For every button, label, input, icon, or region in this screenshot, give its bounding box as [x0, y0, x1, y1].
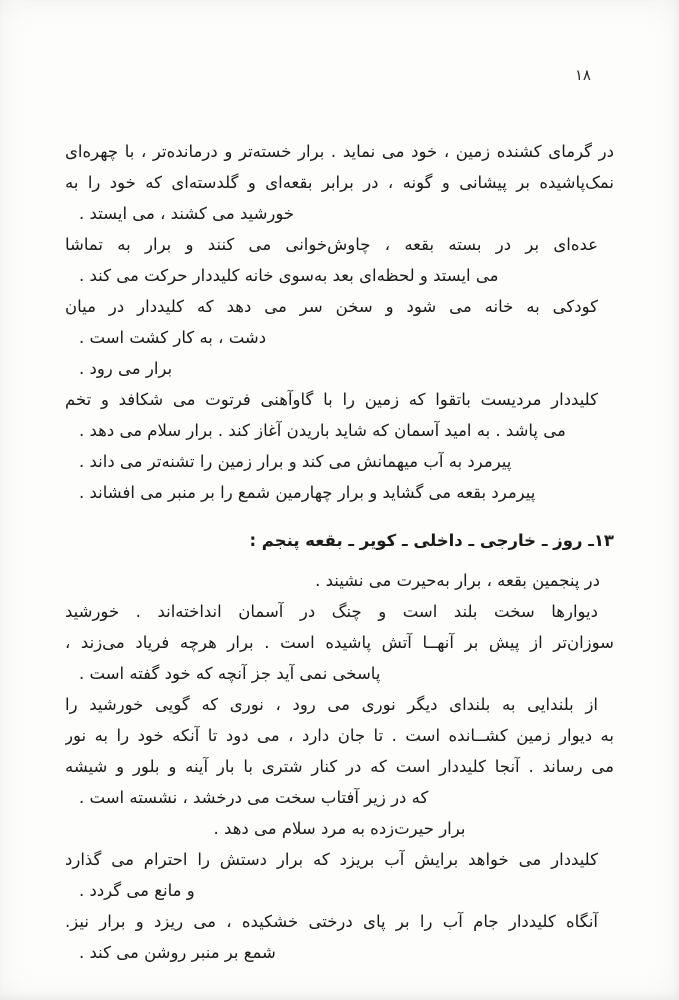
text-line: و مانع می گردد . [79, 881, 195, 900]
text-line: از بلندایی به بلندای دیگر نوری می رود ، نوری که گویی خورشید را [65, 695, 598, 714]
text-line: شمع بر منبر روشن می کند . [79, 943, 276, 962]
page-number: ۱۸ [574, 66, 591, 84]
text-line: دیوارها سخت بلند است و چنگ در آسمان انداخته‌اند . خورشید [65, 602, 598, 621]
text-line: پیرمرد به آب میهمانش می کند و برار زمین را تشنه‌تر می داند . [79, 452, 512, 471]
text-line: کلیددار می خواهد برایش آب بریزد که برار دستش را احترام می گذارد [65, 850, 598, 869]
text-line: آنگاه کلیددار جام آب را بر پای درختی خشکیده ، می ریزد و برار نیز. [65, 912, 598, 931]
text-line: کلیددار مردیست باتقوا که زمین را با گاوآهنی فرتوت می شکافد و تخم [65, 390, 598, 409]
section-heading: ۱۳ـ روز ـ خارجی ـ داخلی ـ کویر ـ بقعه پنجم : [249, 531, 614, 550]
text-line: برار می رود . [79, 359, 173, 378]
text-line: نمک‌پاشیده بر پیشانی و گونه ، در برابر بقعه‌ای و گلدسته‌ای که خود را به [65, 173, 614, 192]
text-line: پیرمرد بقعه می گشاید و برار چهارمین شمع را بر منبر می افشاند . [79, 483, 536, 502]
text-block [65, 136, 614, 968]
text-line: برار حیرت‌زده به مرد سلام می دهد . [213, 819, 466, 838]
text-line: دشت ، به کار کشت است . [79, 328, 267, 347]
text-line: سوزان‌تر از پیش بر آنهــا آتش پاشیده است . برار هرچه فریاد می‌زند ، [65, 633, 614, 652]
text-line: کودکی به خانه می شود و سخن سر می دهد که کلیددار در میان [65, 297, 598, 316]
text-line: در گرمای کشنده زمین ، خود می نماید . برار خسته‌تر و درمانده‌تر ، با چهره‌ای [65, 142, 614, 161]
text-line: می رساند . آنجا کلیددار است که در کنار شتری با بار آینه و بلور و شیشه [65, 757, 614, 776]
text-line: که در زیر آفتاب سخت می درخشد ، نشسته است . [79, 788, 429, 807]
text-line: عده‌ای بر در بسته بقعه ، چاوش‌خوانی می کنند و برار به تماشا [65, 235, 598, 254]
text-line: خورشید می کشند ، می ایستد . [79, 204, 295, 223]
text-line: به دیوار زمین کشــانده است . تا جان دارد ، می دود تا آنکه خود را به نور [65, 726, 614, 745]
text-line: می پاشد . به امید آسمان که شاید باریدن آغاز کند . برار سلام می دهد . [79, 421, 566, 440]
text-line: پاسخی نمی آید جز آنچه که خود گفته است . [79, 664, 381, 683]
text-line: می ایستد و لحظه‌ای بعد به‌سوی خانه کلیددار حرکت می کند . [79, 266, 499, 285]
text-line: در پنجمین بقعه ، برار به‌حیرت می نشیند . [315, 571, 600, 590]
